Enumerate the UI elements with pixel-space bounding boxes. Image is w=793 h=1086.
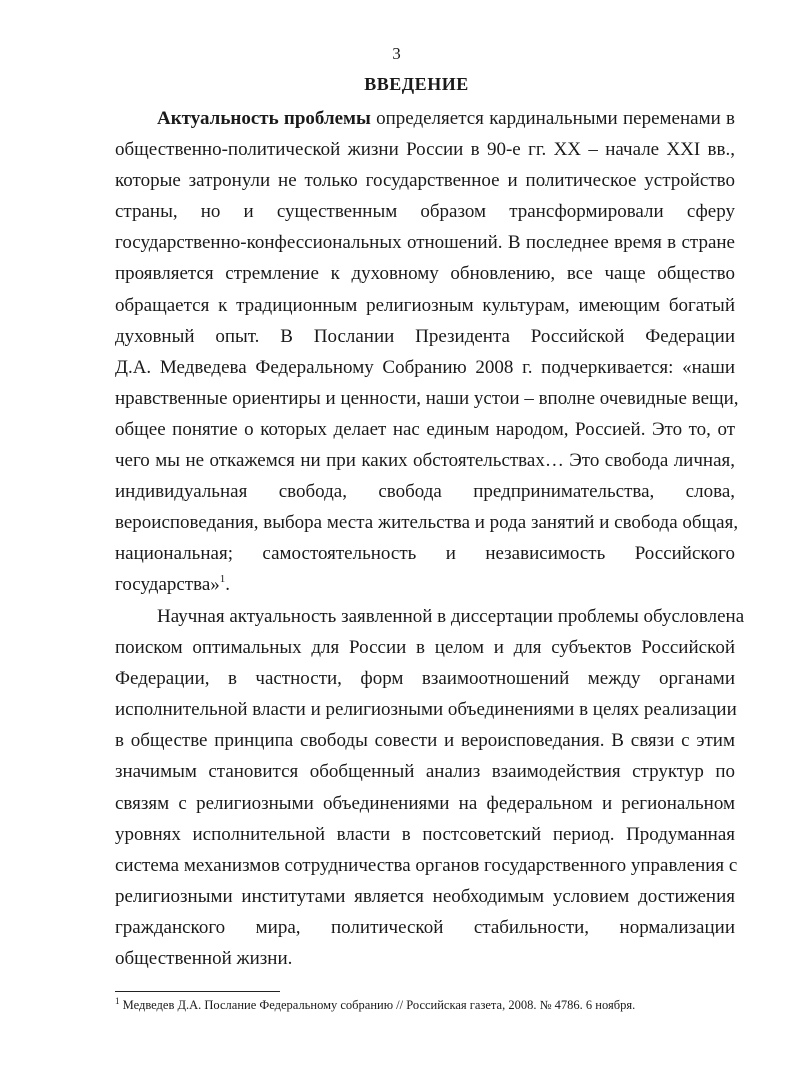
- text-line: духовный опыт. В Послании Президента Российской Федерации: [115, 325, 735, 347]
- text-line: нравственные ориентиры и ценности, наши устои – вполне очевидные вещи,: [115, 387, 739, 409]
- text-line: связям с религиозными объединениями на федеральном и региональном: [115, 792, 735, 814]
- text-line: чего мы не откажемся ни при каких обстоятельствах… Это свобода личная,: [115, 450, 735, 472]
- text-line: гражданского мира, политической стабильности, нормализации: [115, 916, 735, 938]
- text-line: уровнях исполнительной власти в постсоветский период. Продуманная: [115, 823, 735, 845]
- text-line: в обществе принципа свободы совести и вероисповедания. В связи с этим: [115, 730, 735, 752]
- text-line: религиозными институтами является необходимым условием достижения: [115, 885, 735, 907]
- footnote: [115, 998, 735, 1013]
- text-line: которые затронули не только государственное и политическое устройство: [115, 170, 735, 192]
- text-line: Федерации, в частности, форм взаимоотношений между органами: [115, 668, 735, 690]
- text-line: государства»$^1$.: [115, 573, 231, 596]
- text-line: обращается к традиционным религиозным культурам, имеющим богатый: [115, 294, 735, 316]
- text-line: проявляется стремление к духовному обновлению, все чаще общество: [115, 263, 735, 285]
- text-line: Актуальность проблемы определяется кардинальными переменами в: [157, 108, 736, 129]
- text-line: Научная актуальность заявленной в диссертации проблемы обусловлена: [157, 606, 745, 627]
- paragraph-scientific-relevance: [115, 601, 745, 974]
- text-line: общее понятие о которых делает нас единым народом, Россией. Это то, от: [115, 418, 735, 440]
- page-number: 3: [392, 44, 401, 63]
- footnote-marker: 1: [115, 996, 120, 1006]
- text-line: Д.А. Медведева Федеральному Собранию 2008 г. подчеркивается: «наши: [115, 356, 735, 378]
- text-line: исполнительной власти и религиозными объединениями в целях реализации: [115, 699, 737, 721]
- text-line: индивидуальная свобода, свобода предпринимательства, слова,: [115, 481, 735, 503]
- text-line: государственно-конфессиональных отношений. В последнее время в стране: [115, 232, 735, 254]
- text-line: общественной жизни.: [115, 948, 293, 970]
- footnote-text: Медведев Д.А. Послание Федеральному собранию // Российская газета, 2008. № 4786. 6 ноября.: [122, 998, 636, 1012]
- text-line: страны, но и существенным образом трансформировали сферу: [115, 201, 735, 223]
- footnote-divider: [115, 991, 280, 992]
- text-line: общественно-политической жизни России в 90-е гг. XX – начале XXI вв.,: [115, 139, 735, 161]
- text-line: значимым становится обобщенный анализ взаимодействия структур по: [115, 761, 735, 783]
- text-line: система механизмов сотрудничества органов государственного управления с: [115, 854, 738, 876]
- lead-term: Актуальность проблемы: [157, 108, 371, 129]
- section-heading: ВВЕДЕНИЕ: [364, 74, 469, 94]
- footnote-reference: 1: [219, 573, 226, 586]
- text-line: поиском оптимальных для России в целом и для субъектов Российской: [115, 637, 735, 659]
- text-line: вероисповедания, выбора места жительства и рода занятий и свобода общая,: [115, 512, 739, 534]
- paragraph-relevance: [115, 103, 739, 601]
- text-line: национальная; самостоятельность и независимость Российского: [115, 543, 735, 565]
